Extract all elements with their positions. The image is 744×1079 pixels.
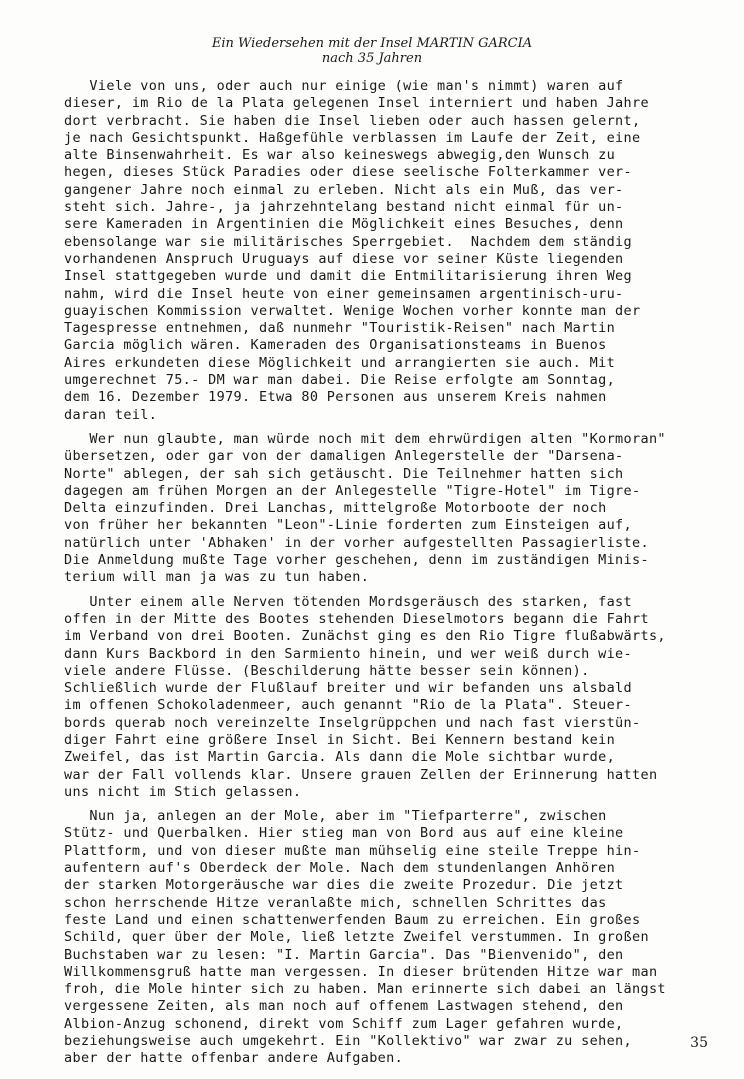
- paragraph-4: [64, 808, 704, 1067]
- text-line: im Verband von drei Booten. Zunächst ging es den Rio Tigre flußabwärts,: [64, 628, 666, 645]
- text-line: je nach Gesichtspunkt. Haßgefühle verblassen im Laufe der Zeit, eine: [64, 129, 641, 146]
- text-line: feste Land und einen schattenwerfenden Baum zu erreichen. Ein großes: [64, 911, 641, 928]
- text-line: gangener Jahre noch einmal zu erleben. Nicht als ein Muß, das ver-: [64, 181, 624, 198]
- text-line: Schild, quer über der Mole, ließ letzte Zweifel verstummen. In großen: [64, 929, 649, 946]
- text-line: uns nicht im Stich gelassen.: [64, 783, 302, 800]
- text-line: alte Binsenwahrheit. Es war also keineswegs abwegig,den Wunsch zu: [64, 147, 616, 164]
- text-line: sere Kameraden in Argentinien die Möglichkeit eines Besuches, denn: [64, 216, 624, 233]
- article-body: [64, 78, 704, 1075]
- text-line: daran teil.: [64, 406, 158, 423]
- text-line: natürlich unter 'Abhaken' in der vorher aufgestellten Passagierliste.: [64, 534, 649, 551]
- text-line: Willkommensgruß hatte man vergessen. In dieser brütenden Hitze war man: [64, 963, 658, 980]
- text-line: Nun ja, anlegen an der Mole, aber im "Tiefparterre", zwischen: [64, 808, 607, 825]
- text-line: viele andere Flüsse. (Beschilderung hätte besser sein können).: [64, 662, 590, 679]
- text-line: im offenen Schokoladenmeer, auch genannt "Rio de la Plata". Steuer-: [64, 697, 633, 714]
- text-line: hegen, dieses Stück Paradies oder diese seelische Folterkammer ver-: [64, 164, 633, 181]
- title-line-main: Ein Wiedersehen mit der Insel MARTIN GARCIA: [211, 36, 533, 51]
- text-line: aber der hatte offenbar andere Aufgaben.: [64, 1050, 404, 1067]
- text-line: Wer nun glaubte, man würde noch mit dem ehrwürdigen alten "Kormoran": [64, 430, 666, 447]
- paragraph-3: [64, 594, 704, 802]
- document-title: [0, 36, 744, 66]
- text-line: übersetzen, oder gar von der damaligen Anlegerstelle der "Darsena-: [64, 448, 624, 465]
- text-line: Norte" ablegen, der sah sich getäuscht. Die Teilnehmer hatten sich: [64, 465, 624, 482]
- text-line: terium will man ja was zu tun haben.: [64, 569, 370, 586]
- text-line: umgerechnet 75.- DM war man dabei. Die Reise erfolgte am Sonntag,: [64, 372, 616, 389]
- text-line: schon herrschende Hitze veranlaßte mich, schnellen Schrittes das: [64, 894, 607, 911]
- text-line: Schließlich wurde der Flußlauf breiter und wir befanden uns alsbald: [64, 680, 633, 697]
- text-line: ebensolange war sie militärisches Sperrgebiet. Nachdem dem ständig: [64, 233, 633, 250]
- text-line: von früher her bekannten "Leon"-Linie forderten zum Einsteigen auf,: [64, 517, 633, 534]
- text-line: dieser, im Rio de la Plata gelegenen Insel interniert und haben Jahre: [64, 95, 649, 112]
- page-number: 35: [690, 1035, 708, 1051]
- text-line: Stütz- und Querbalken. Hier stieg man von Bord aus auf eine kleine: [64, 825, 624, 842]
- text-line: Plattform, und von dieser mußte man mühselig eine steile Treppe hin-: [64, 842, 641, 859]
- text-line: dem 16. Dezember 1979. Etwa 80 Personen aus unserem Kreis nahmen: [64, 389, 607, 406]
- text-line: beziehungsweise auch umgekehrt. Ein "Kollektivo" war zwar zu sehen,: [64, 1033, 633, 1050]
- text-line: diger Fahrt eine größere Insel in Sicht. Bei Kennern bestand kein: [64, 731, 616, 748]
- title-line-subtitle: nach 35 Jahren: [321, 51, 423, 66]
- text-line: Delta einzufinden. Drei Lanchas, mittelgroße Motorboote der noch: [64, 500, 607, 517]
- text-line: vergessene Zeiten, als man noch auf offenem Lastwagen stehend, den: [64, 998, 624, 1015]
- text-line: Buchstaben war zu lesen: "I. Martin Garcia". Das "Bienvenido", den: [64, 946, 624, 963]
- text-line: aufentern auf's Oberdeck der Mole. Nach dem stundenlangen Anhören: [64, 860, 616, 877]
- text-line: Viele von uns, oder auch nur einige (wie man's nimmt) waren auf: [64, 78, 624, 94]
- text-line: guayischen Kommission verwaltet. Wenige Wochen vorher konnte man der: [64, 302, 641, 319]
- text-line: Zweifel, das ist Martin Garcia. Als dann die Mole sichtbar wurde,: [64, 749, 616, 766]
- text-line: dort verbracht. Sie haben die Insel lieben oder auch hassen gelernt,: [64, 112, 641, 129]
- text-line: steht sich. Jahre-, ja jahrzehntelang bestand nicht einmal für un-: [64, 199, 624, 216]
- text-line: Garcia möglich wären. Kameraden des Organisationsteams in Buenos: [64, 337, 607, 354]
- text-line: offen in der Mitte des Bootes stehenden Dieselmotors begann die Fahrt: [64, 610, 649, 627]
- text-line: war der Fall vollends klar. Unsere grauen Zellen der Erinnerung hatten: [64, 766, 658, 783]
- text-line: Unter einem alle Nerven tötenden Mordsgeräusch des starken, fast: [64, 593, 633, 610]
- text-line: dagegen am frühen Morgen an der Anlegestelle "Tigre-Hotel" im Tigre-: [64, 482, 641, 499]
- text-line: Tagespresse entnehmen, daß nunmehr "Touristik-Reisen" nach Martin: [64, 320, 616, 337]
- text-line: Die Anmeldung mußte Tage vorher geschehen, denn im zuständigen Minis-: [64, 552, 649, 569]
- text-line: Aires erkundeten diese Möglichkeit und arrangierten sie auch. Mit: [64, 354, 616, 371]
- text-line: vorhandenen Anspruch Uruguays auf diese vor seiner Küste liegenden: [64, 250, 624, 267]
- text-line: nahm, wird die Insel heute von einer gemeinsamen argentinisch-uru-: [64, 285, 624, 302]
- text-line: bords querab noch vereinzelte Inselgrüppchen und nach fast vierstün-: [64, 714, 641, 731]
- text-line: der starken Motorgeräusche war dies die zweite Prozedur. Die jetzt: [64, 877, 624, 894]
- text-line: froh, die Mole hinter sich zu haben. Man erinnerte sich dabei an längst: [64, 981, 666, 998]
- text-line: Albion-Anzug schonend, direkt vom Schiff zum Lager gefahren wurde,: [64, 1015, 624, 1032]
- paragraph-2: [64, 431, 704, 587]
- text-line: Insel stattgegeben wurde und damit die Entmilitarisierung ihren Weg: [64, 268, 633, 285]
- text-line: dann Kurs Backbord in den Sarmiento hinein, und wer weiß durch wie-: [64, 645, 633, 662]
- paragraph-1: [64, 78, 704, 424]
